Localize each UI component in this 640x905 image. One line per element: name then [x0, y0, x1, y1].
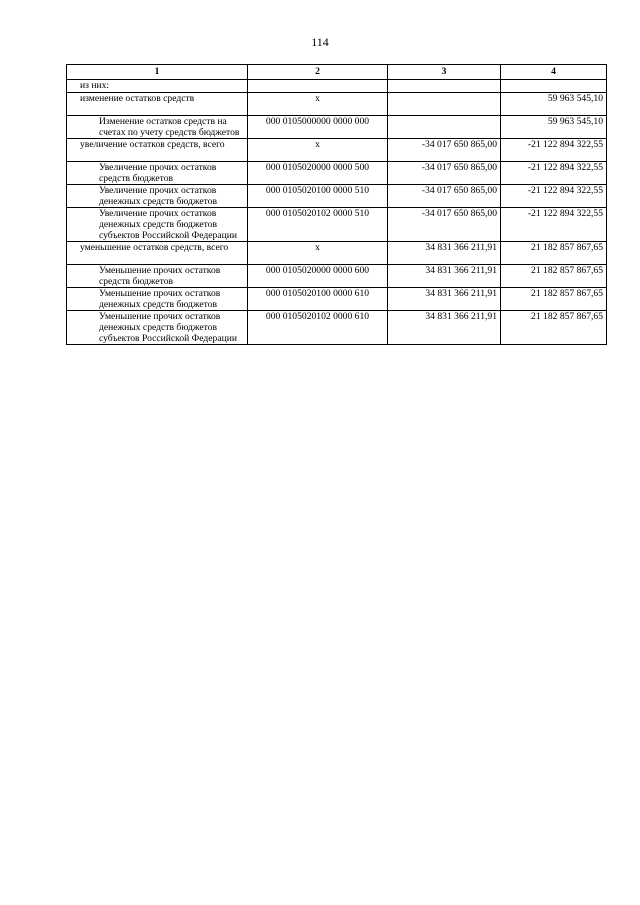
row-value-col4: -21 122 894 322,55: [501, 185, 607, 208]
table-row: [67, 311, 607, 345]
row-value-col3: -34 017 650 865,00: [388, 208, 501, 242]
row-code: 000 0105020100 0000 510: [248, 185, 388, 208]
column-header-2: 2: [248, 65, 388, 80]
row-value-col4: 21 182 857 867,65: [501, 288, 607, 311]
row-value-col3: -34 017 650 865,00: [388, 139, 501, 162]
row-name: из них:: [67, 80, 248, 93]
row-value-col3: -34 017 650 865,00: [388, 185, 501, 208]
row-value-col4: -21 122 894 322,55: [501, 139, 607, 162]
row-value-col3: 34 831 366 211,91: [388, 288, 501, 311]
table-row: [67, 242, 607, 265]
row-code: 000 0105020000 0000 600: [248, 265, 388, 288]
row-value-col4: 21 182 857 867,65: [501, 265, 607, 288]
row-name: увеличение остатков средств, всего: [67, 139, 248, 162]
row-value-col3: [388, 116, 501, 139]
column-header-1: 1: [67, 65, 248, 80]
row-code: 000 0105020102 0000 510: [248, 208, 388, 242]
row-code: x: [248, 139, 388, 162]
table-row: [67, 265, 607, 288]
row-value-col4: 21 182 857 867,65: [501, 311, 607, 345]
row-name: Уменьшение прочих остатков денежных средств бюджетов субъектов Российской Федерации: [67, 311, 248, 345]
row-value-col4: -21 122 894 322,55: [501, 162, 607, 185]
row-name: Увеличение прочих остатков денежных средств бюджетов: [67, 185, 248, 208]
row-name: Изменение остатков средств на счетах по учету средств бюджетов: [67, 116, 248, 139]
row-value-col3: [388, 80, 501, 93]
row-code: 000 0105000000 0000 000: [248, 116, 388, 139]
table-row: [67, 116, 607, 139]
row-code: x: [248, 93, 388, 116]
row-value-col4: [501, 80, 607, 93]
row-code: [248, 80, 388, 93]
budget-table: [66, 64, 607, 345]
row-code: x: [248, 242, 388, 265]
table-row: [67, 288, 607, 311]
row-name: Уменьшение прочих остатков денежных средств бюджетов: [67, 288, 248, 311]
row-value-col4: -21 122 894 322,55: [501, 208, 607, 242]
table-row: [67, 185, 607, 208]
row-code: 000 0105020000 0000 500: [248, 162, 388, 185]
row-value-col3: 34 831 366 211,91: [388, 265, 501, 288]
row-code: 000 0105020102 0000 610: [248, 311, 388, 345]
row-name: Уменьшение прочих остатков средств бюджетов: [67, 265, 248, 288]
row-value-col3: -34 017 650 865,00: [388, 162, 501, 185]
row-value-col3: 34 831 366 211,91: [388, 311, 501, 345]
table-row: [67, 139, 607, 162]
row-name: изменение остатков средств: [67, 93, 248, 116]
row-value-col3: 34 831 366 211,91: [388, 242, 501, 265]
row-code: 000 0105020100 0000 610: [248, 288, 388, 311]
row-name: Увеличение прочих остатков денежных средств бюджетов субъектов Российской Федерации: [67, 208, 248, 242]
page-number: 114: [311, 35, 329, 49]
table-row: [67, 162, 607, 185]
row-value-col4: 21 182 857 867,65: [501, 242, 607, 265]
table-row: [67, 208, 607, 242]
column-header-3: 3: [388, 65, 501, 80]
row-name: Увеличение прочих остатков средств бюджетов: [67, 162, 248, 185]
row-value-col4: 59 963 545,10: [501, 116, 607, 139]
row-name: уменьшение остатков средств, всего: [67, 242, 248, 265]
table-row: [67, 80, 607, 93]
column-header-4: 4: [501, 65, 607, 80]
row-value-col4: 59 963 545,10: [501, 93, 607, 116]
table-row: [67, 93, 607, 116]
row-value-col3: [388, 93, 501, 116]
header-row: [67, 65, 607, 80]
